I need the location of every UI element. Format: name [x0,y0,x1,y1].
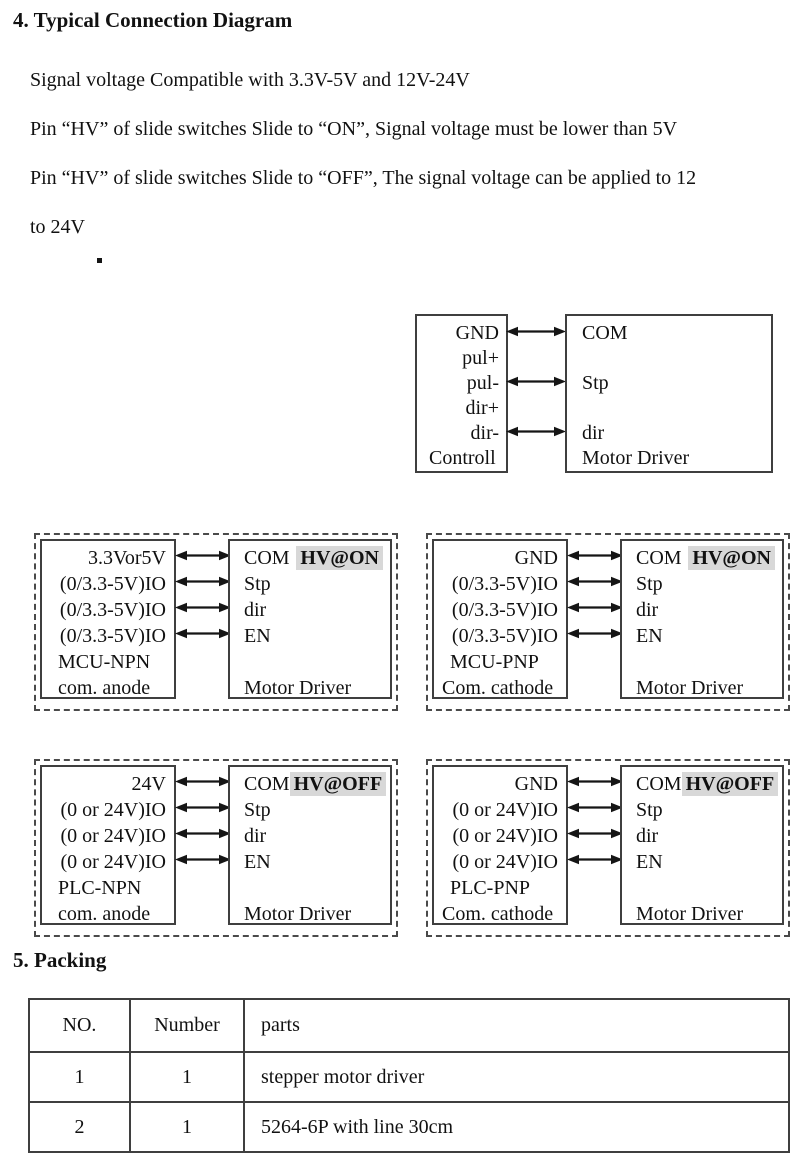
table-header-cell: NO. [29,999,130,1052]
bidirectional-arrow-icon [566,600,624,615]
pin-label: pul+ [462,347,499,369]
table-cell: 1 [130,1052,244,1102]
pin-label: COM [582,322,628,344]
box-subtitle: com. anode [58,903,151,925]
paragraph-line: Signal voltage Compatible with 3.3V-5V and 12V-24V [30,69,470,91]
pin-label: dir [244,599,267,621]
pin-label: 24V [131,773,166,795]
stray-dot [97,258,102,263]
box-title: Motor Driver [636,677,744,699]
bidirectional-arrow-icon [174,800,232,815]
table-cell: 1 [29,1052,130,1102]
motor-driver-box [228,765,392,925]
pin-label: (0 or 24V)IO [60,825,166,847]
bidirectional-arrow-icon [174,852,232,867]
bidirectional-arrow-icon [174,600,232,615]
packing-table [28,998,790,1153]
pin-label: (0/3.3-5V)IO [59,599,166,621]
paragraph-line: Pin “HV” of slide switches Slide to “OFF”, The signal voltage can be applied to 12 [30,167,697,189]
pin-label: COM [636,547,682,569]
controller-motor-driver-diagram [415,314,773,474]
table-header-cell: Number [130,999,244,1052]
plc-pnp-box [432,765,568,925]
pin-label: pul- [466,372,499,394]
pin-label: EN [636,625,663,647]
table-header-row [29,999,789,1052]
hv-mode-badge: HV@OFF [682,772,779,796]
table-cell: 5264-6P with line 30cm [244,1102,789,1152]
pin-label: (0/3.3-5V)IO [59,625,166,647]
hv-mode-badge: HV@OFF [290,772,387,796]
pin-label: dir [244,825,267,847]
pin-label: dir [636,825,659,847]
table-header-cell: parts [244,999,789,1052]
pin-label: dir [582,422,605,444]
table-cell: 1 [130,1102,244,1152]
section-5-heading: 5. Packing [13,948,107,972]
box-title: Controll [429,447,496,469]
diagram-mcu-pnp [426,533,790,711]
table-cell: 2 [29,1102,130,1152]
pin-label: COM [244,773,290,795]
pin-row [622,771,782,797]
bidirectional-arrow-icon [566,548,624,563]
motor-driver-box [565,314,773,473]
hv-mode-badge: HV@ON [296,546,383,570]
pin-label: Stp [582,372,609,394]
box-subtitle: com. anode [58,677,151,699]
bidirectional-arrow-icon [566,574,624,589]
section-4-heading: 4. Typical Connection Diagram [13,8,293,32]
pin-label: dir [636,599,659,621]
bidirectional-arrow-icon [566,852,624,867]
pin-label: (0 or 24V)IO [452,851,558,873]
controller-box [415,314,508,473]
plc-npn-box [40,765,176,925]
motor-driver-box [228,539,392,699]
bidirectional-arrow-icon [174,626,232,641]
pin-label: dir- [470,422,499,444]
mcu-npn-box [40,539,176,699]
pin-label: EN [636,851,663,873]
bidirectional-arrow-icon [174,574,232,589]
pin-label [567,346,771,371]
pin-label: GND [455,322,499,344]
pin-label: COM [636,773,682,795]
box-title: PLC-NPN [58,877,142,899]
pin-label: EN [244,851,271,873]
pin-label: (0/3.3-5V)IO [451,599,558,621]
motor-driver-box [620,765,784,925]
hv-mode-badge: HV@ON [688,546,775,570]
box-title: Motor Driver [244,903,352,925]
motor-driver-box [620,539,784,699]
pin-label: (0/3.3-5V)IO [451,573,558,595]
diagram-plc-pnp [426,759,790,937]
pin-label: (0 or 24V)IO [452,799,558,821]
bidirectional-arrow-icon [566,626,624,641]
pin-label: 3.3Vor5V [88,547,166,569]
box-subtitle: Com. cathode [442,903,554,925]
bidirectional-arrow-icon [174,826,232,841]
box-subtitle: Com. cathode [442,677,554,699]
pin-label: (0 or 24V)IO [452,825,558,847]
bidirectional-arrow-icon [566,800,624,815]
box-title: PLC-PNP [450,877,531,899]
bidirectional-arrow-icon [505,324,567,339]
pin-label: Stp [636,799,663,821]
paragraph-line: Pin “HV” of slide switches Slide to “ON”, Signal voltage must be lower than 5V [30,118,678,140]
box-title: Motor Driver [244,677,352,699]
table-row [29,1052,789,1102]
bidirectional-arrow-icon [505,424,567,439]
pin-row [230,771,390,797]
diagram-mcu-npn [34,533,398,711]
paragraph-line: to 24V [30,216,85,238]
pin-label: EN [244,625,271,647]
pin-label: dir+ [465,397,499,419]
pin-label [567,396,771,421]
pin-label: (0 or 24V)IO [60,799,166,821]
mcu-pnp-box [432,539,568,699]
bidirectional-arrow-icon [566,826,624,841]
bidirectional-arrow-icon [174,774,232,789]
pin-label: Stp [636,573,663,595]
pin-label: (0/3.3-5V)IO [451,625,558,647]
bidirectional-arrow-icon [505,374,567,389]
pin-label: GND [514,547,558,569]
box-title: MCU-PNP [450,651,539,673]
pin-label: Stp [244,799,271,821]
table-row [29,1102,789,1152]
pin-label: (0 or 24V)IO [60,851,166,873]
pin-label: Stp [244,573,271,595]
pin-row [622,545,782,571]
box-title: MCU-NPN [58,651,151,673]
pin-row [230,545,390,571]
pin-label: GND [514,773,558,795]
pin-label: COM [244,547,290,569]
bidirectional-arrow-icon [174,548,232,563]
box-title: Motor Driver [636,903,744,925]
box-title: Motor Driver [582,447,690,469]
bidirectional-arrow-icon [566,774,624,789]
pin-label: (0/3.3-5V)IO [59,573,166,595]
diagram-plc-npn [34,759,398,937]
table-cell: stepper motor driver [244,1052,789,1102]
